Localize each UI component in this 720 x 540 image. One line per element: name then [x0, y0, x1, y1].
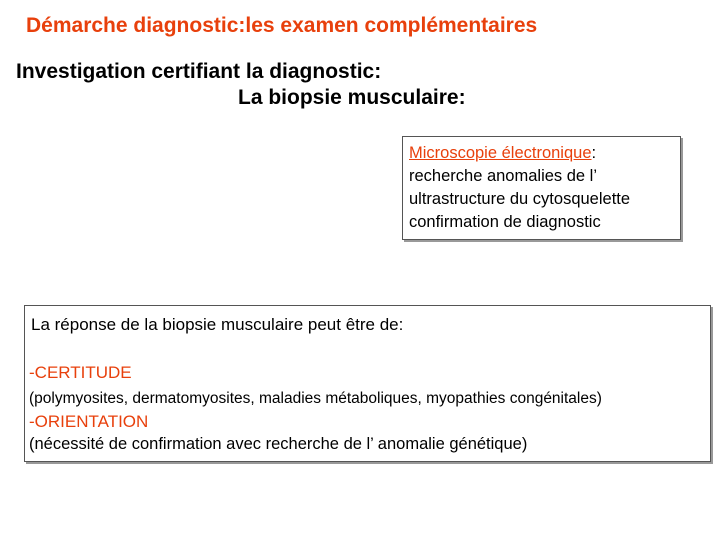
response-box	[24, 305, 711, 462]
microscopy-line: ultrastructure du cytosquelette	[409, 190, 631, 208]
response-intro: La réponse de la biopsie musculaire peut être de:	[31, 315, 404, 334]
microscopy-box	[402, 136, 681, 240]
microscopy-heading-line	[409, 142, 680, 165]
microscopy-heading: Microscopie électronique	[409, 144, 592, 162]
orientation-detail: (nécessité de confirmation avec recherche de l’ anomalie génétique)	[29, 435, 528, 453]
certitude-detail: (polymyosites, dermatomyosites, maladies métaboliques, myopathies congénitales)	[29, 390, 602, 407]
orientation-label: -ORIENTATION	[29, 412, 149, 431]
microscopy-line: confirmation de diagnostic	[409, 213, 601, 231]
microscopy-line: recherche anomalies de l’	[409, 167, 598, 185]
certitude-label: -CERTITUDE	[29, 363, 132, 382]
slide-title: Démarche diagnostic:les examen complémentaires	[26, 14, 538, 37]
subtitle-investigation: Investigation certifiant la diagnostic:	[16, 60, 382, 83]
subtitle-biopsie: La biopsie musculaire:	[238, 86, 466, 109]
microscopy-heading-suffix: :	[591, 144, 597, 162]
